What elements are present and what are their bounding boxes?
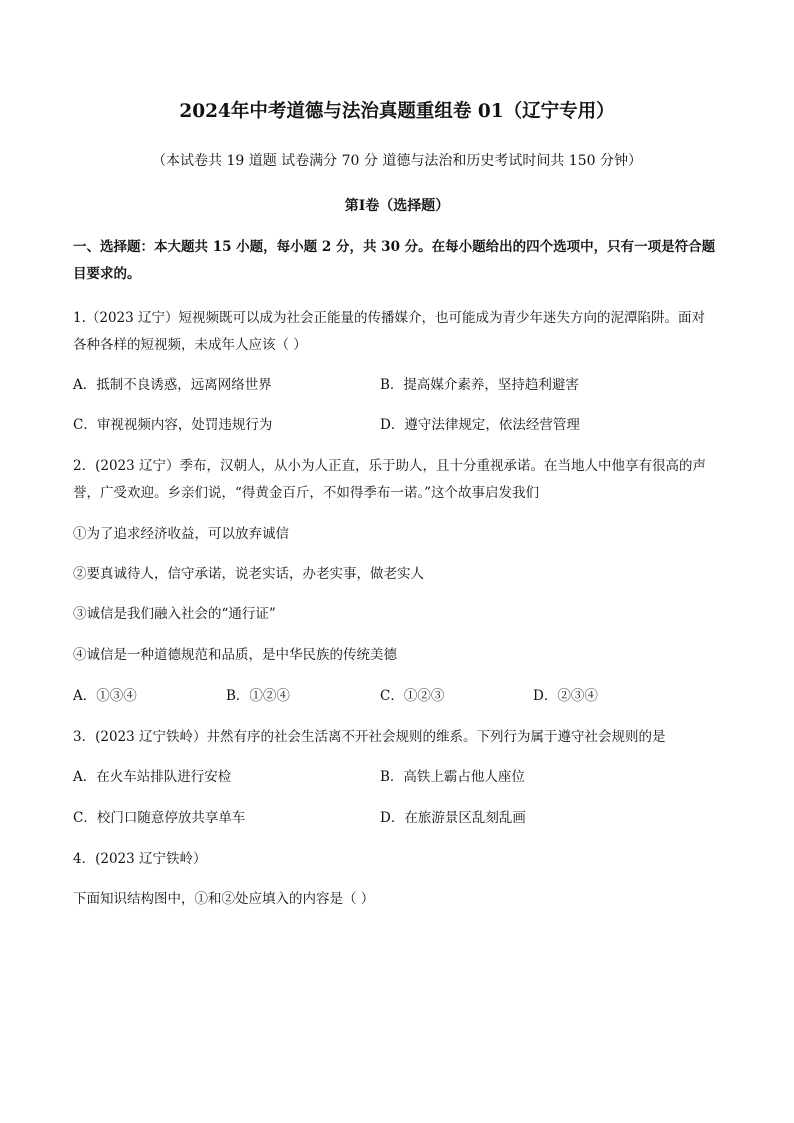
question-2-option-c: C．①②③ [380, 688, 445, 704]
question-2-stem-line2: 誉，广受欢迎。乡亲们说，“得黄金百斤，不如得季布一诺。”这个故事启发我们 [73, 485, 540, 501]
question-1-stem-line2: 各种各样的短视频，未成年人应该（ ） [73, 337, 307, 353]
question-4-stem-line2: 下面知识结构图中，①和②处应填入的内容是（ ） [73, 891, 375, 907]
question-1-option-c: C．审视视频内容，处罚违规行为 [73, 417, 273, 433]
exam-info: （本试卷共 19 道题 试卷满分 70 分 道德与法治和历史考试时间共 150 分钟） [152, 153, 642, 169]
question-3-option-a: A．在火车站排队进行安检 [73, 769, 232, 785]
section-instructions-line1: 一、选择题：本大题共 15 小题，每小题 2 分，共 30 分。在每小题给出的四个选项中，只有一项是符合题 [73, 239, 716, 255]
question-2-statement-1: ①为了追求经济收益，可以放弃诚信 [73, 526, 289, 542]
question-4-stem-line1: 4．(2023 辽宁铁岭） [73, 851, 207, 867]
section-instructions-line2: 目要求的。 [73, 266, 141, 282]
question-3-option-b: B．高铁上霸占他人座位 [380, 769, 525, 785]
question-2-statement-4: ④诚信是一种道德规范和品质，是中华民族的传统美德 [73, 647, 397, 663]
question-2-option-d: D．②③④ [533, 688, 598, 704]
question-1-stem-line1: 1.（2023 辽宁）短视频既可以成为社会正能量的传播媒介，也可能成为青少年迷失方向的泥潭陷阱。面对 [73, 310, 706, 326]
question-2-statement-2: ②要真诚待人，信守承诺，说老实话，办老实事，做老实人 [73, 566, 424, 582]
question-3-stem: 3．(2023 辽宁铁岭）井然有序的社会生活离不开社会规则的维系。下列行为属于遵守社会规则的是 [73, 729, 666, 745]
question-3-option-c: C．校门口随意停放共享单车 [73, 810, 246, 826]
question-2-option-b: B．①②④ [226, 688, 290, 704]
question-1-option-a: A．抵制不良诱惑，远离网络世界 [73, 377, 272, 393]
question-2-statement-3: ③诚信是我们融入社会的“通行证” [73, 606, 276, 622]
question-3-option-d: D．在旅游景区乱刻乱画 [380, 810, 526, 826]
question-1-option-b: B．提高媒介素养，坚持趋利避害 [380, 377, 579, 393]
volume-heading: 第Ⅰ卷（选择题） [344, 198, 450, 214]
question-2-option-a: A．①③④ [73, 688, 137, 704]
question-2-stem-line1: 2．(2023 辽宁）季布，汉朝人，从小为人正直，乐于助人，且十分重视承诺。在当地人中他享有很高的声 [73, 458, 707, 474]
page-title: 2024年中考道德与法治真题重组卷 01（辽宁专用） [179, 101, 615, 122]
question-1-option-d: D．遵守法律规定，依法经营管理 [380, 417, 580, 433]
